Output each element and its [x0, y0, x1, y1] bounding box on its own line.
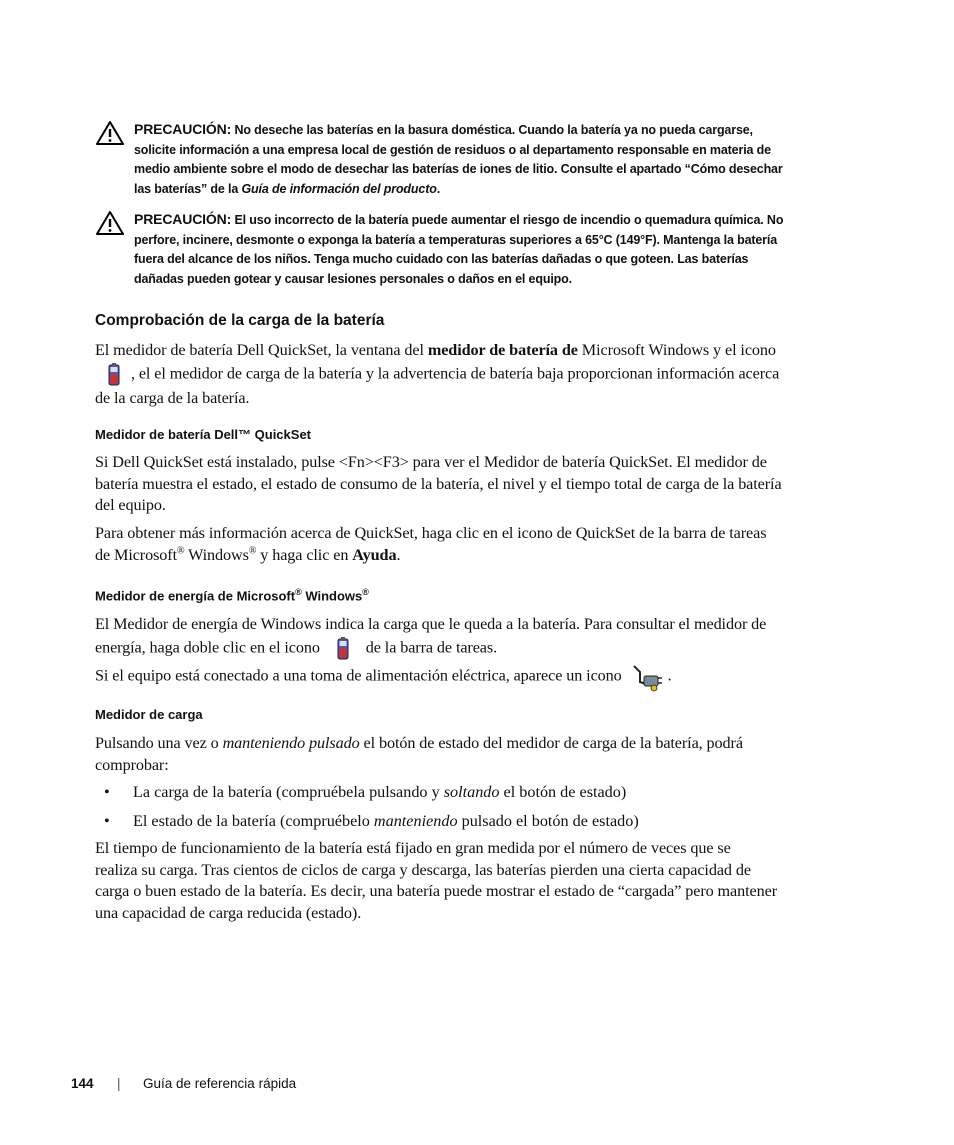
registered-mark: ®	[248, 545, 257, 557]
battery-meter-icon	[330, 636, 356, 662]
charge-gauge-paragraph-2	[95, 838, 857, 924]
text-run: Medidor de energía de Microsoft	[95, 588, 296, 604]
caution-line: solicite información a una empresa local de gestión de residuos o al departamento responsable en materia de	[134, 142, 771, 157]
italic-term: manteniendo	[373, 812, 458, 830]
caution-label: PRECAUCIÓN:	[134, 211, 232, 227]
caution-line: perfore, incinere, desmonte o exponga la batería a temperaturas superiores a 65°C (149°F). Mantenga la batería	[134, 232, 778, 247]
text-run: .	[396, 545, 401, 564]
footer-title: Guía de referencia rápida	[143, 1076, 297, 1091]
text-run: el botón de estado)	[499, 783, 627, 801]
italic-term: manteniendo pulsado	[222, 734, 360, 752]
bullet-marker: •	[104, 783, 110, 801]
bold-term: Ayuda	[352, 545, 397, 564]
text-run: de Microsoft	[95, 545, 177, 564]
caution-line: fuera del alcance de los niños. Tenga mucho cuidado con las baterías dañadas o que goteen. Las baterías	[134, 252, 749, 266]
text-run: batería muestra el estado, el estado de consumo de la batería, el nivel y el tiempo total de carga de la batería	[95, 474, 782, 493]
windows-meter-heading	[95, 587, 369, 603]
text-run: La carga de la batería (compruébela pulsando y	[133, 783, 444, 801]
caution-notice-fire-risk	[95, 210, 865, 289]
caution-line: .	[436, 181, 441, 196]
product-guide-reference: Guía de información del producto	[241, 181, 437, 196]
text-run: y haga clic en	[256, 545, 353, 564]
charge-gauge-heading: Medidor de carga	[95, 707, 203, 722]
text-run: Microsoft Windows y el icono	[577, 341, 776, 359]
caution-line: El uso incorrecto de la batería puede aumentar el riesgo de incendio o quemadura química. No	[231, 213, 784, 227]
footer-separator: |	[117, 1076, 121, 1091]
battery-meter-icon	[101, 362, 127, 388]
text-run: comprobar:	[95, 755, 169, 774]
text-run: del equipo.	[95, 496, 166, 514]
caution-notice-disposal	[95, 120, 865, 199]
registered-mark: ®	[176, 545, 185, 557]
text-run: energía, haga doble clic en el icono	[95, 638, 324, 657]
text-run: Si Dell QuickSet está instalado, pulse <Fn><F3> para ver el Medidor de batería QuickSet. El medidor de	[95, 453, 767, 471]
caution-line: dañadas pueden gotear y causar lesiones personales o daños en el equipo.	[134, 271, 572, 286]
page-number: 144	[71, 1076, 94, 1091]
text-run: de la carga de la batería.	[95, 388, 250, 407]
text-run: Windows	[184, 545, 249, 564]
caution-label: PRECAUCIÓN:	[134, 121, 232, 137]
quickset-paragraph-2	[95, 523, 857, 566]
caution-text	[134, 120, 865, 199]
windows-meter-paragraph-2	[95, 662, 857, 692]
bold-term: medidor de batería de	[427, 341, 578, 359]
text-run: una capacidad de carga reducida (estado).	[95, 903, 362, 922]
charge-gauge-paragraph-1	[95, 733, 857, 776]
list-item-text	[133, 782, 626, 804]
ac-power-plug-icon	[630, 662, 664, 692]
text-run: de la barra de tareas.	[361, 638, 498, 657]
text-run: , el el medidor de carga de la batería y la advertencia de batería baja proporcionan información acerca	[127, 364, 780, 383]
caution-line: No deseche las baterías en la basura doméstica. Cuando la batería ya no pueda cargarse,	[231, 123, 753, 137]
registered-mark: ®	[362, 587, 369, 597]
quickset-paragraph-1	[95, 452, 857, 517]
text-run: El medidor de batería Dell QuickSet, la ventana del	[95, 341, 428, 359]
intro-paragraph	[95, 340, 857, 409]
quickset-heading: Medidor de batería Dell™ QuickSet	[95, 427, 311, 442]
text-run: carga o buen estado de la batería. Es decir, una batería puede mostrar el estado de “cargada” pero mantener	[95, 882, 777, 900]
caution-text	[134, 210, 865, 289]
bullet-marker: •	[104, 812, 110, 830]
text-run: Si el equipo está conectado a una toma de alimentación eléctrica, aparece un icono	[95, 666, 626, 685]
text-run: pulsado el botón de estado)	[457, 812, 639, 830]
italic-term: soltando	[443, 783, 500, 801]
caution-line: las baterías” de la	[134, 181, 242, 196]
text-run: El tiempo de funcionamiento de la batería está fijado en gran medida por el número de veces que se	[95, 839, 731, 857]
text-run: Windows	[301, 588, 363, 604]
windows-meter-paragraph-1	[95, 614, 857, 662]
registered-mark: ®	[295, 587, 302, 597]
text-run: El estado de la batería (compruébelo	[133, 812, 374, 830]
text-run: .	[667, 666, 672, 685]
text-run: Para obtener más información acerca de QuickSet, haga clic en el icono de QuickSet de la barra de tareas	[95, 524, 767, 542]
section-heading: Comprobación de la carga de la batería	[95, 312, 385, 329]
caution-line: medio ambiente sobre el modo de desechar las baterías de iones de litio. Consulte el apartado “Cómo desechar	[134, 162, 783, 176]
text-run: El Medidor de energía de Windows indica la carga que le queda a la batería. Para consultar el medidor de	[95, 615, 767, 633]
text-run: realiza su carga. Tras cientos de ciclos de carga y descarga, las baterías pierden una cierta capacidad de	[95, 860, 751, 879]
text-run: Pulsando una vez o	[95, 734, 223, 752]
list-item-text	[133, 811, 639, 833]
warning-triangle-icon	[95, 120, 125, 146]
warning-triangle-icon	[95, 210, 125, 236]
text-run: el botón de estado del medidor de carga de la batería, podrá	[359, 734, 743, 752]
